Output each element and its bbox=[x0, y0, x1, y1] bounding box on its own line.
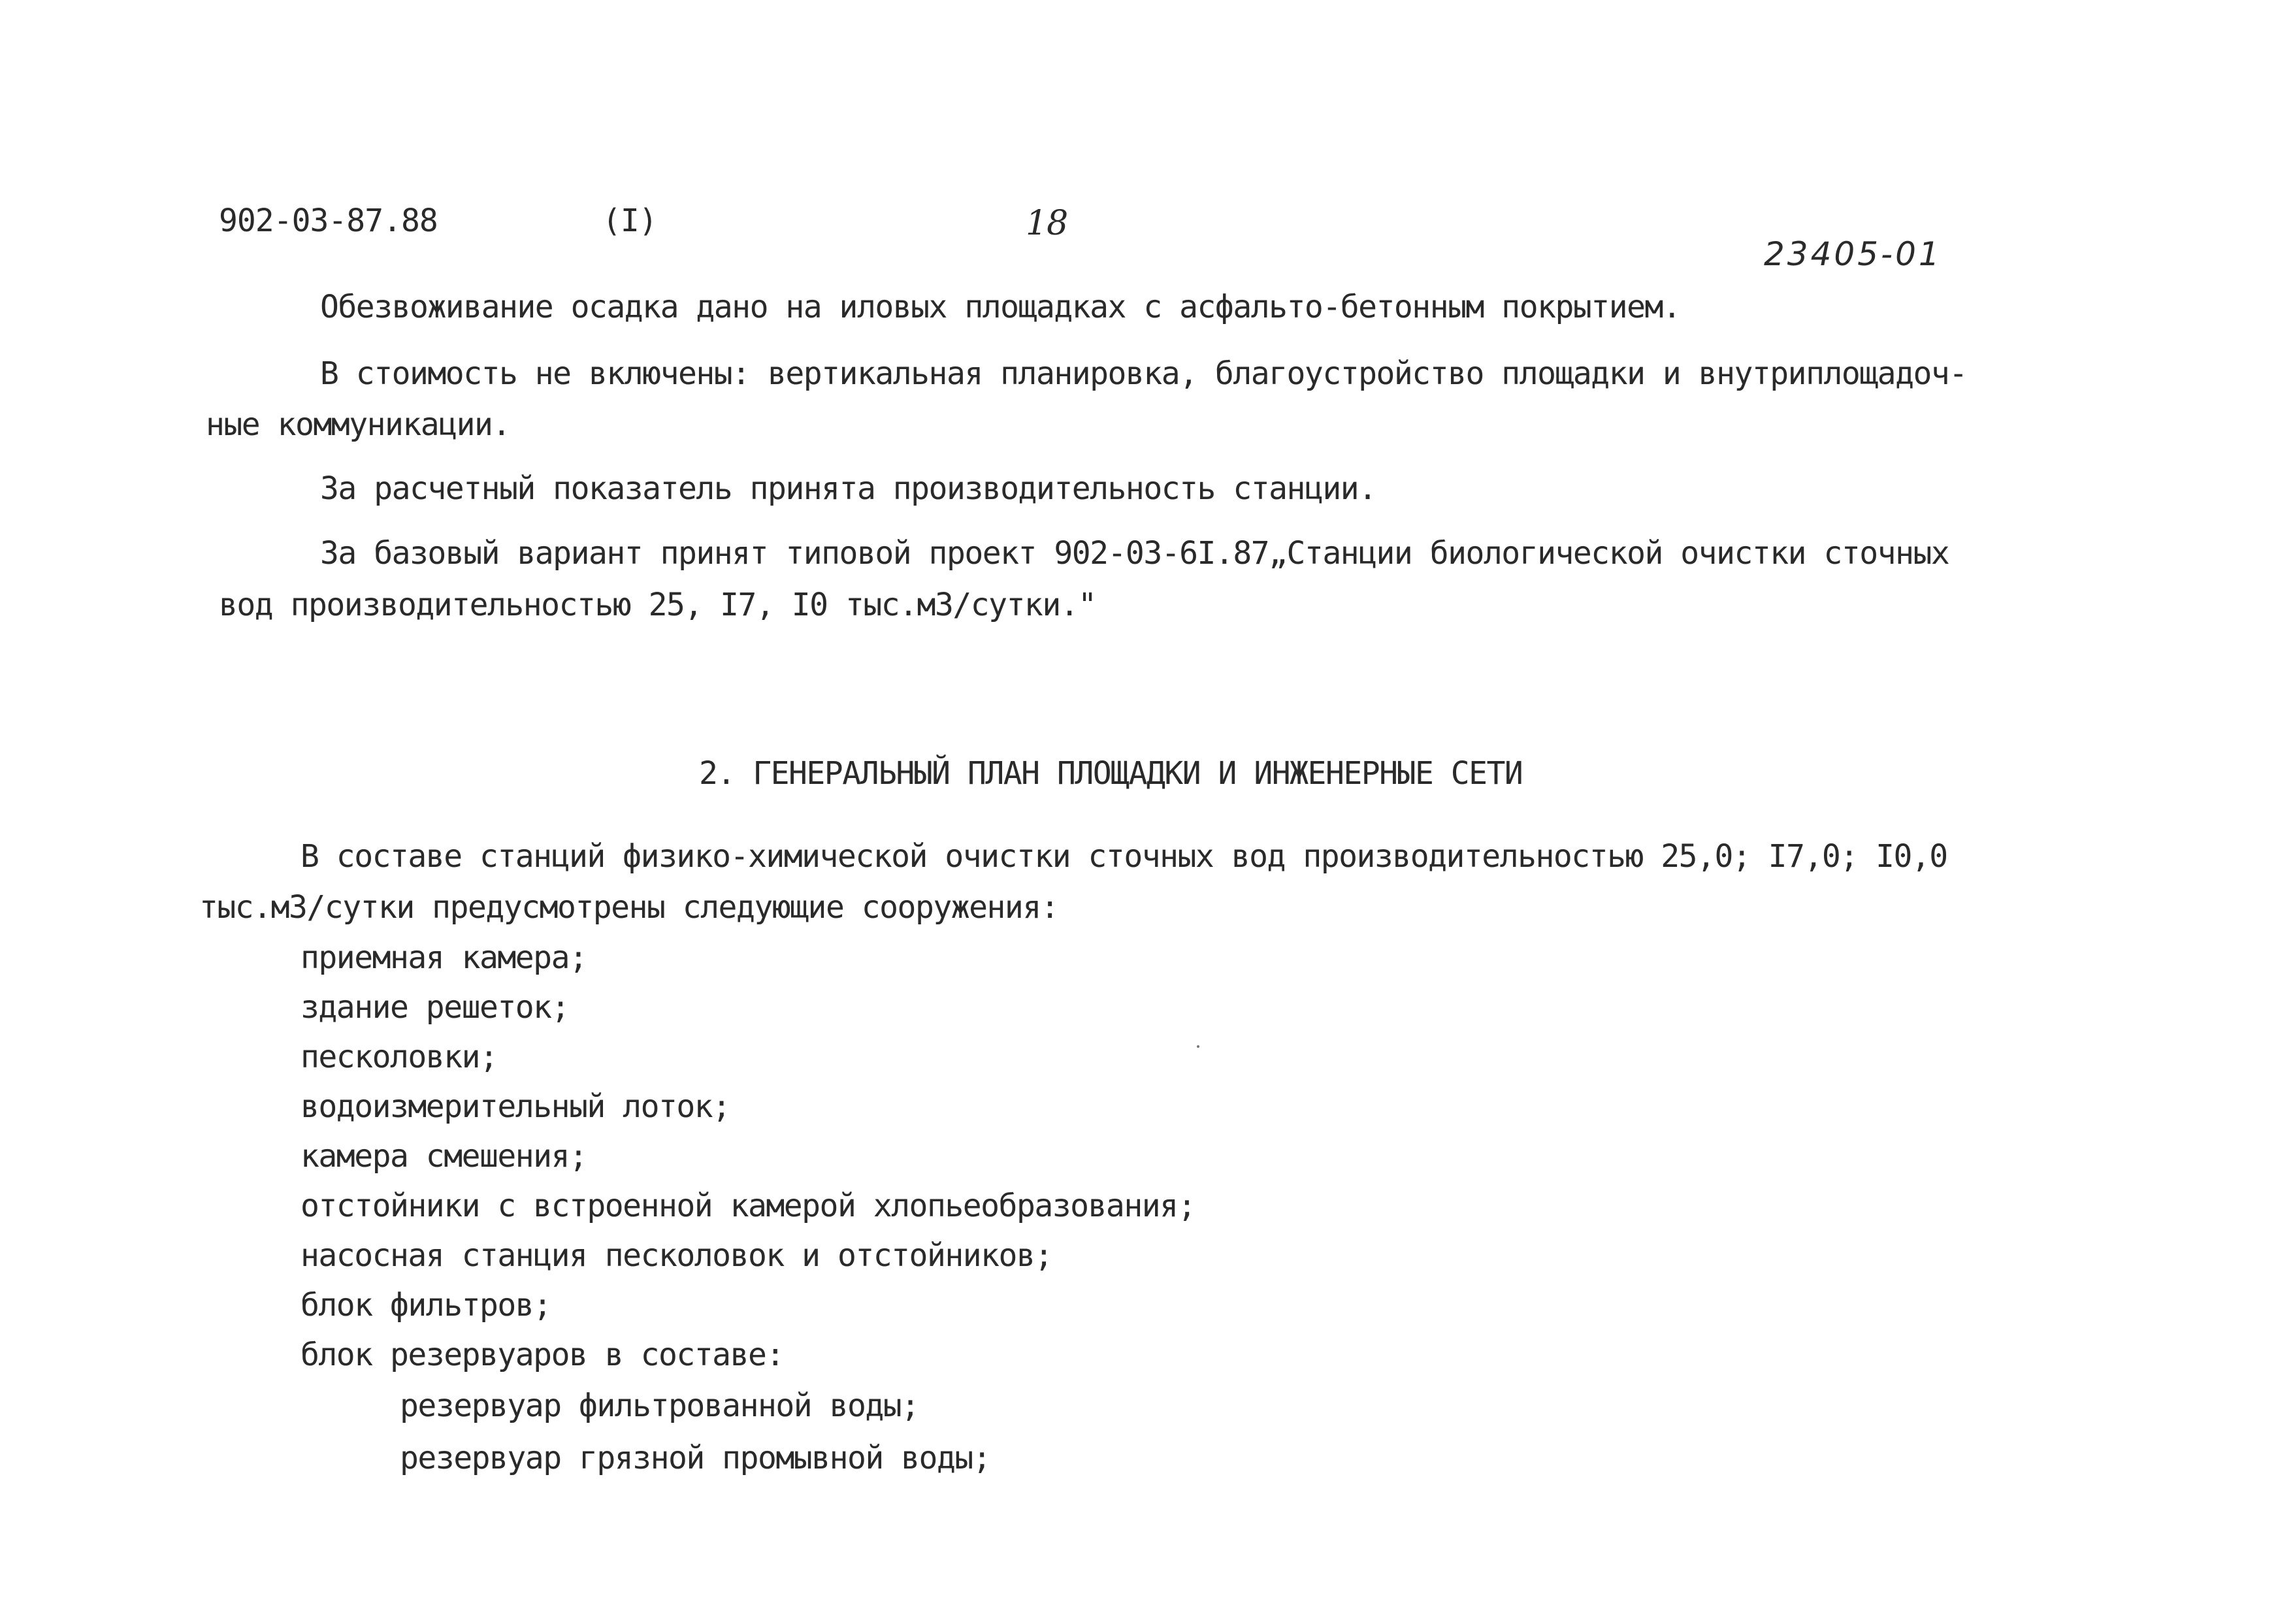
facility-list-item: водоизмерительный лоток; bbox=[301, 1088, 730, 1125]
paragraph-base-variant-line-1: За базовый вариант принят типовой проект 902-03-6I.87„Станции биологической очистки сточных bbox=[320, 535, 1949, 572]
section-intro-line-1: В составе станций физико-химической очистки сточных вод производительностью 25,0; I7,0; I0,0 bbox=[301, 838, 1947, 875]
facility-list-item: блок фильтров; bbox=[301, 1287, 551, 1324]
facility-list-item: камера смешения; bbox=[301, 1138, 587, 1175]
sheet-variant: (I) bbox=[602, 203, 657, 239]
reservoir-list-item: резервуар фильтрованной воды; bbox=[400, 1388, 919, 1424]
page-number: 18 bbox=[1026, 204, 1068, 243]
paragraph-base-variant-line-2: вод производительностью 25, I7, I0 тыс.м3/сутки." bbox=[219, 587, 1096, 623]
document-code: 902-03-87.88 bbox=[219, 203, 438, 239]
reservoir-list-item: резервуар грязной промывной воды; bbox=[400, 1440, 991, 1476]
facility-list-item: отстойники с встроенной камерой хлопьеобразования; bbox=[301, 1188, 1195, 1224]
facility-list-item: песколовки; bbox=[301, 1039, 498, 1075]
paragraph-indicator: За расчетный показатель принята производительность станции. bbox=[320, 470, 1376, 507]
section-intro-line-2: тыс.м3/сутки предусмотрены следующие сооружения: bbox=[199, 889, 1059, 926]
inventory-number: 23405-01 bbox=[1764, 235, 1942, 273]
scan-speck bbox=[1197, 1045, 1199, 1048]
facility-list-item: приемная камера; bbox=[301, 939, 587, 976]
paragraph-not-included-line-1: В стоимость не включены: вертикальная планировка, благоустройство площадки и внутриплощадоч- bbox=[320, 355, 1967, 392]
facility-list-item: здание решеток; bbox=[301, 989, 569, 1026]
section-heading: 2. ГЕНЕРАЛЬНЫЙ ПЛАН ПЛОЩАДКИ И ИНЖЕНЕРНЫЕ СЕТИ bbox=[699, 755, 1523, 792]
facility-list-item: блок резервуаров в составе: bbox=[301, 1337, 784, 1373]
facility-list-item: насосная станция песколовок и отстойников; bbox=[301, 1237, 1052, 1274]
paragraph-not-included-line-2: ные коммуникации. bbox=[206, 406, 510, 443]
paragraph-dewatering: Обезвоживание осадка дано на иловых площадках с асфальто-бетонным покрытием. bbox=[320, 289, 1681, 325]
